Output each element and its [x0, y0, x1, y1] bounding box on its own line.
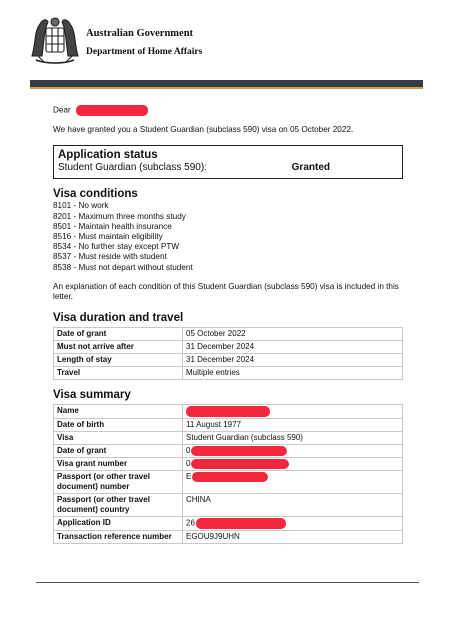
partial-value: 0	[186, 446, 191, 456]
row-label: Transaction reference number	[54, 531, 183, 544]
conditions-explanation: An explanation of each condition of this Student Guardian (subclass 590) visa is included in this letter.	[53, 281, 399, 301]
redaction-passport	[192, 472, 268, 482]
row-label: Passport (or other travel document) country	[54, 494, 183, 517]
row-value: Student Guardian (subclass 590)	[183, 432, 403, 445]
row-label: Passport (or other travel document) number	[54, 471, 183, 494]
table-row	[54, 471, 403, 494]
row-label: Name	[54, 405, 183, 419]
status-title: Application status	[58, 149, 158, 162]
row-value: 05 October 2022	[183, 328, 403, 341]
header-divider	[30, 80, 423, 87]
redaction-grant-date	[191, 446, 287, 456]
condition-item: 8537 - Must reside with student	[53, 252, 167, 262]
table-row	[54, 341, 403, 354]
row-label: Length of stay	[54, 354, 183, 367]
application-status-box	[53, 145, 403, 179]
visa-conditions-section	[53, 187, 403, 302]
partial-value: 0	[186, 459, 191, 469]
visa-duration-section	[53, 311, 403, 380]
table-row	[54, 531, 403, 544]
intro-text: We have granted you a Student Guardian (subclass 590) visa on 05 October 2022.	[53, 125, 354, 134]
conditions-title: Visa conditions	[53, 188, 138, 201]
table-row	[54, 419, 403, 432]
table-row	[54, 458, 403, 471]
footer-divider	[36, 582, 419, 583]
table-row	[54, 445, 403, 458]
condition-item: 8538 - Must not depart without student	[53, 262, 193, 272]
row-value	[183, 445, 403, 458]
status-value: Granted	[291, 162, 330, 174]
row-value: EGOU9J9UHN	[183, 531, 403, 544]
row-value	[183, 405, 403, 419]
status-label: Student Guardian (subclass 590):	[58, 162, 207, 174]
row-value: Multiple entries	[183, 367, 403, 380]
redaction-name	[186, 406, 270, 417]
condition-item: 8101 - No work	[53, 201, 109, 211]
letter-body	[53, 105, 403, 544]
salutation-line	[53, 105, 403, 119]
row-label: Date of grant	[54, 328, 183, 341]
row-value	[183, 458, 403, 471]
row-value: 11 August 1977	[183, 419, 403, 432]
row-label: Date of grant	[54, 445, 183, 458]
table-row	[54, 517, 403, 531]
coat-of-arms-icon	[28, 12, 82, 68]
row-value	[183, 517, 403, 531]
partial-value: E	[186, 472, 192, 482]
department-name	[86, 27, 202, 59]
table-row	[54, 494, 403, 517]
row-label: Visa	[54, 432, 183, 445]
row-value	[183, 471, 403, 494]
row-label: Application ID	[54, 517, 183, 531]
letterhead	[0, 0, 453, 80]
salutation: Dear	[53, 105, 71, 115]
table-row	[54, 328, 403, 341]
table-row	[54, 367, 403, 380]
government-title: Australian Government	[86, 28, 194, 39]
row-value: CHINA	[183, 494, 403, 517]
row-value: 31 December 2024	[183, 341, 403, 354]
condition-item: 8516 - Must maintain eligibility	[53, 231, 163, 241]
department-title: Department of Home Affairs	[86, 47, 203, 57]
table-row	[54, 405, 403, 419]
status-row	[58, 162, 398, 174]
row-label: Date of birth	[54, 419, 183, 432]
condition-item: 8201 - Maximum three months study	[53, 211, 186, 221]
row-label: Must not arrive after	[54, 341, 183, 354]
row-label: Travel	[54, 367, 183, 380]
redaction-name	[76, 105, 148, 116]
conditions-list	[53, 201, 403, 272]
table-row	[54, 432, 403, 445]
summary-table	[53, 404, 403, 544]
redaction-application-id	[196, 518, 286, 529]
condition-item: 8534 - No further stay except PTW	[53, 242, 180, 252]
condition-item: 8501 - Maintain health insurance	[53, 221, 172, 231]
duration-table	[53, 327, 403, 380]
table-row	[54, 354, 403, 367]
row-label: Visa grant number	[54, 458, 183, 471]
summary-title: Visa summary	[53, 389, 131, 402]
visa-summary-section	[53, 388, 403, 544]
redaction-grant-number	[191, 459, 289, 469]
row-value: 31 December 2024	[183, 354, 403, 367]
partial-value: 26	[186, 518, 195, 528]
duration-title: Visa duration and travel	[53, 312, 184, 325]
